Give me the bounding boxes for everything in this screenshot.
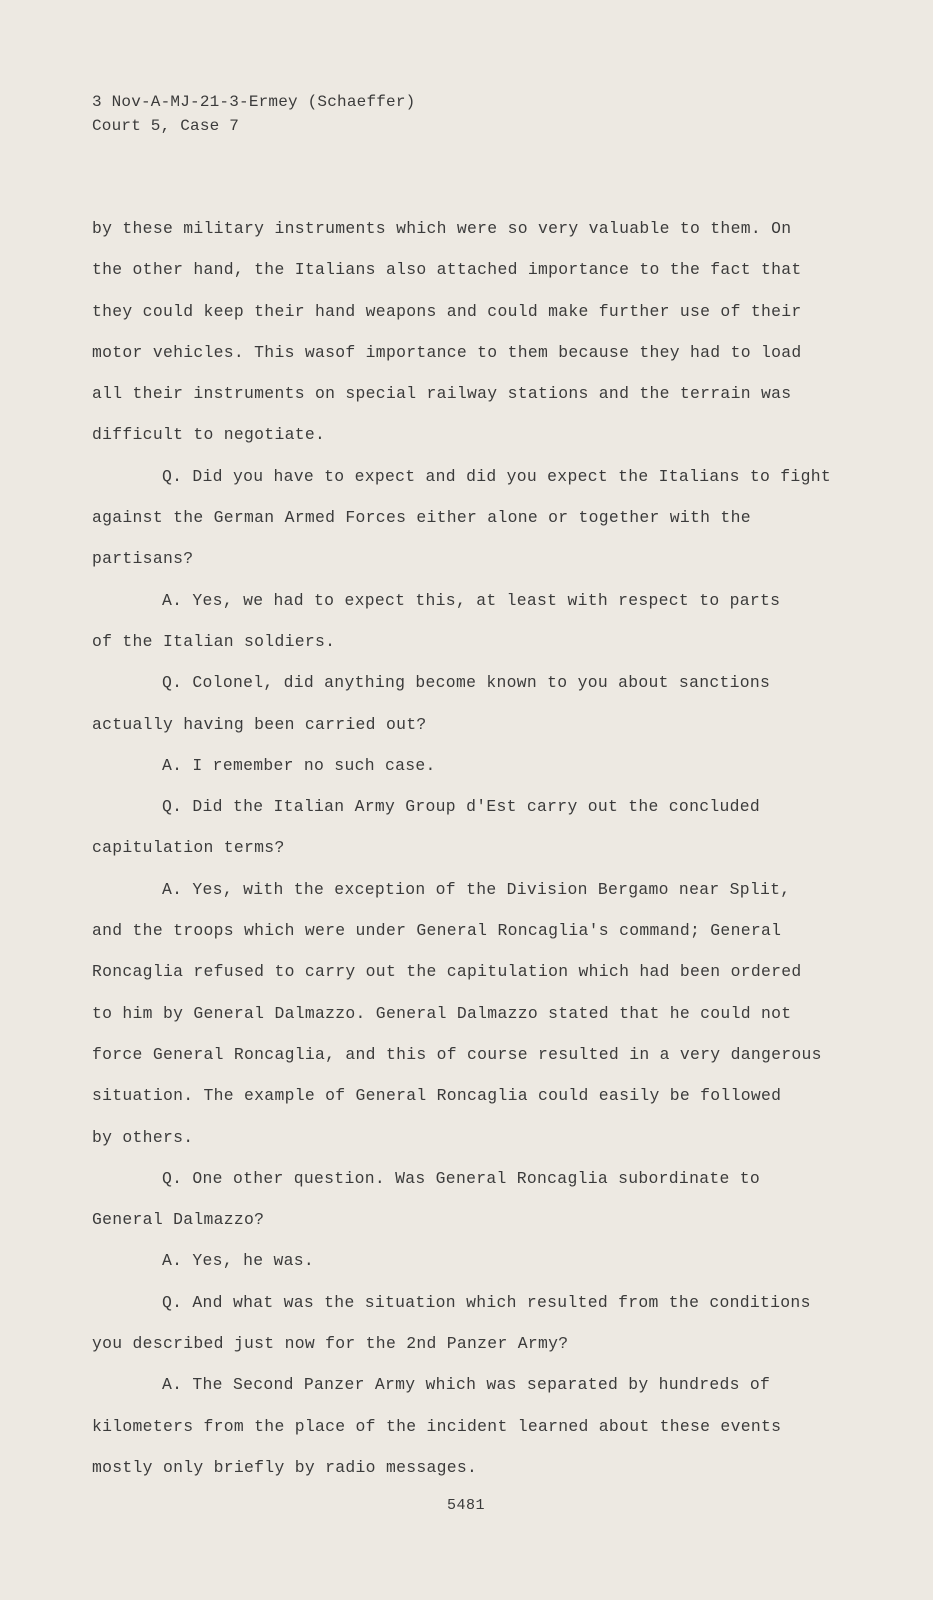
answer-line: A. Yes, we had to expect this, at least with respect to parts: [162, 590, 781, 610]
question-line: Q. One other question. Was General Roncaglia subordinate to: [162, 1168, 761, 1188]
text-line: all their instruments on special railway stations and the terrain was: [92, 384, 792, 404]
answer-line: A. Yes, with the exception of the Division Bergamo near Split,: [162, 879, 791, 899]
text-line: General Dalmazzo?: [92, 1210, 265, 1230]
text-line: actually having been carried out?: [92, 714, 427, 734]
text-line: the other hand, the Italians also attached importance to the fact that: [92, 260, 802, 280]
text-line: situation. The example of General Roncaglia could easily be followed: [92, 1086, 782, 1106]
question-line: Q. Colonel, did anything become known to you about sanctions: [162, 673, 771, 693]
answer-line: A. The Second Panzer Army which was separated by hundreds of: [162, 1375, 771, 1395]
text-line: force General Roncaglia, and this of course resulted in a very dangerous: [92, 1044, 822, 1064]
question-line: Q. Did you have to expect and did you expect the Italians to fight: [162, 466, 831, 486]
header-line-1: 3 Nov-A-MJ-21-3-Ermey (Schaeffer): [92, 93, 416, 111]
document-header: [92, 90, 415, 138]
answer-line: A. Yes, he was.: [162, 1251, 315, 1271]
text-line: mostly only briefly by radio messages.: [92, 1457, 478, 1477]
text-line: Roncaglia refused to carry out the capitulation which had been ordered: [92, 962, 802, 982]
text-line: of the Italian soldiers.: [92, 631, 336, 651]
text-line: you described just now for the 2nd Panzer Army?: [92, 1334, 569, 1354]
question-line: Q. And what was the situation which resulted from the conditions: [162, 1292, 811, 1312]
header-line-2: Court 5, Case 7: [92, 117, 240, 135]
text-line: to him by General Dalmazzo. General Dalmazzo stated that he could not: [92, 1003, 792, 1023]
text-line: kilometers from the place of the incident learned about these events: [92, 1416, 782, 1436]
text-line: partisans?: [92, 549, 194, 569]
text-line: they could keep their hand weapons and could make further use of their: [92, 301, 802, 321]
answer-line: A. I remember no such case.: [162, 755, 436, 775]
transcript-body: [92, 208, 862, 1488]
text-line: difficult to negotiate.: [92, 425, 326, 445]
text-line: by these military instruments which were so very valuable to them. On: [92, 219, 792, 238]
text-line: by others.: [92, 1127, 194, 1147]
text-line: capitulation terms?: [92, 838, 285, 858]
text-line: and the troops which were under General Roncaglia's command; General: [92, 921, 782, 941]
page-number: 5481: [447, 1497, 486, 1514]
question-line: Q. Did the Italian Army Group d'Est carry out the concluded: [162, 797, 761, 817]
text-line: against the German Armed Forces either alone or together with the: [92, 508, 751, 528]
text-line: motor vehicles. This wasof importance to them because they had to load: [92, 342, 802, 362]
